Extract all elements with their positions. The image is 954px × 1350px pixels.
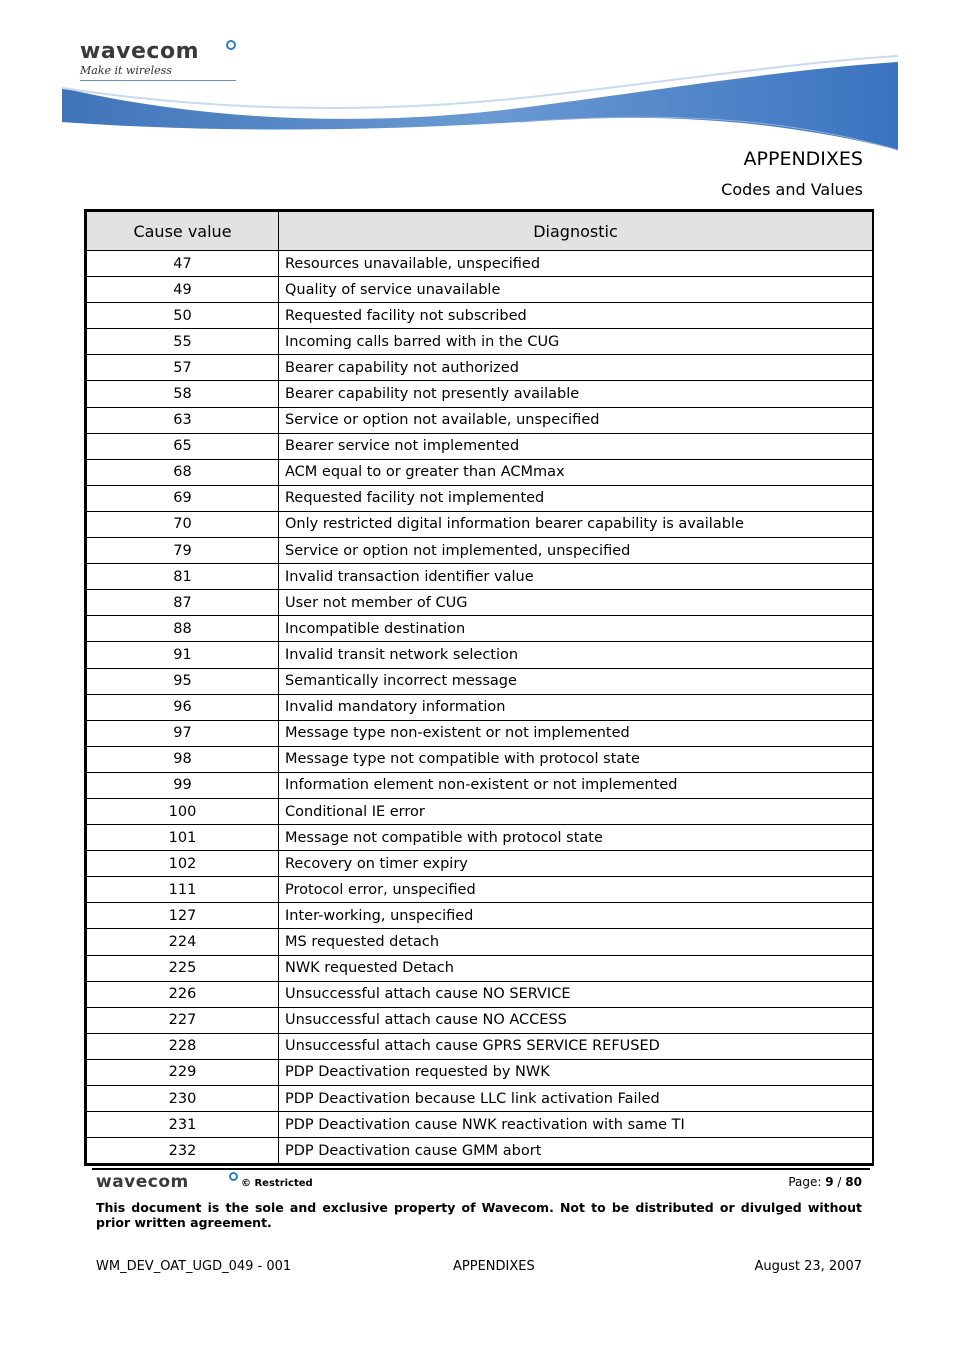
cause-value-cell: 227 [87, 1007, 279, 1033]
logo-swirl-icon [226, 40, 236, 50]
cause-value-cell: 91 [87, 642, 279, 668]
diagnostic-cell: ACM equal to or greater than ACMmax [279, 459, 873, 485]
table-row [87, 329, 873, 355]
cause-value-cell: 97 [87, 720, 279, 746]
table-row [87, 303, 873, 329]
table-row [87, 877, 873, 903]
diagnostic-cell: Invalid transit network selection [279, 642, 873, 668]
cause-value-cell: 70 [87, 511, 279, 537]
diagnostic-cell: Message not compatible with protocol state [279, 825, 873, 851]
diagnostic-cell: Conditional IE error [279, 798, 873, 824]
cause-value-cell: 69 [87, 485, 279, 511]
document-section: APPENDIXES [453, 1259, 535, 1274]
table-header-row [87, 212, 873, 251]
table-row [87, 668, 873, 694]
cause-value-cell: 79 [87, 538, 279, 564]
table-row [87, 590, 873, 616]
table-row [87, 459, 873, 485]
cause-value-cell: 226 [87, 981, 279, 1007]
cause-value-cell: 232 [87, 1138, 279, 1164]
diagnostic-cell: Inter-working, unspecified [279, 903, 873, 929]
table-row [87, 485, 873, 511]
table-row [87, 929, 873, 955]
diagnostic-cell: PDP Deactivation because LLC link activation Failed [279, 1086, 873, 1112]
cause-value-cell: 96 [87, 694, 279, 720]
diagnostic-cell: Bearer service not implemented [279, 433, 873, 459]
table-row [87, 851, 873, 877]
diagnostic-cell: Requested facility not subscribed [279, 303, 873, 329]
section-subtitle: Codes and Values [721, 180, 863, 199]
document-date: August 23, 2007 [754, 1259, 862, 1274]
cause-value-cell: 101 [87, 825, 279, 851]
header-swoosh-graphic [60, 50, 900, 160]
cause-value-cell: 111 [87, 877, 279, 903]
page-current: 9 [825, 1175, 834, 1189]
cause-value-cell: 95 [87, 668, 279, 694]
cause-value-cell: 88 [87, 616, 279, 642]
cause-value-cell: 49 [87, 277, 279, 303]
table-row [87, 772, 873, 798]
diagnostic-cell: NWK requested Detach [279, 955, 873, 981]
column-header-cause-value: Cause value [87, 212, 279, 251]
diagnostic-cell: Protocol error, unspecified [279, 877, 873, 903]
diagnostic-cell: PDP Deactivation cause NWK reactivation with same TI [279, 1112, 873, 1138]
diagnostic-cell: Invalid transaction identifier value [279, 564, 873, 590]
cause-value-cell: 87 [87, 590, 279, 616]
diagnostic-cell: MS requested detach [279, 929, 873, 955]
diagnostic-cell: Service or option not available, unspecified [279, 407, 873, 433]
diagnostic-cell: Unsuccessful attach cause NO ACCESS [279, 1007, 873, 1033]
table-row [87, 1059, 873, 1085]
diagnostic-cell: Message type non-existent or not implemented [279, 720, 873, 746]
table-row [87, 955, 873, 981]
cause-codes-table [84, 209, 874, 1166]
table-row [87, 981, 873, 1007]
logo-wordmark: wavecom [80, 39, 200, 64]
section-title: APPENDIXES [743, 148, 863, 170]
diagnostic-cell: User not member of CUG [279, 590, 873, 616]
diagnostic-cell: Message type not compatible with protocol state [279, 746, 873, 772]
table-row [87, 616, 873, 642]
cause-value-cell: 55 [87, 329, 279, 355]
cause-value-cell: 63 [87, 407, 279, 433]
diagnostic-cell: Bearer capability not authorized [279, 355, 873, 381]
table-row [87, 720, 873, 746]
table-row [87, 825, 873, 851]
diagnostic-cell: Bearer capability not presently available [279, 381, 873, 407]
cause-value-cell: 228 [87, 1033, 279, 1059]
footer-rule [92, 1168, 870, 1170]
diagnostic-cell: Invalid mandatory information [279, 694, 873, 720]
diagnostic-cell: Unsuccessful attach cause NO SERVICE [279, 981, 873, 1007]
cause-value-cell: 65 [87, 433, 279, 459]
table-row [87, 1138, 873, 1164]
cause-value-cell: 102 [87, 851, 279, 877]
table-row [87, 1033, 873, 1059]
cause-value-cell: 230 [87, 1086, 279, 1112]
table-row [87, 381, 873, 407]
cause-value-cell: 68 [87, 459, 279, 485]
cause-value-cell: 81 [87, 564, 279, 590]
cause-value-cell: 224 [87, 929, 279, 955]
diagnostic-cell: PDP Deactivation cause GMM abort [279, 1138, 873, 1164]
diagnostic-cell: Semantically incorrect message [279, 668, 873, 694]
cause-value-cell: 99 [87, 772, 279, 798]
cause-value-cell: 127 [87, 903, 279, 929]
diagnostic-cell: Resources unavailable, unspecified [279, 251, 873, 277]
cause-value-cell: 57 [87, 355, 279, 381]
table-row [87, 407, 873, 433]
cause-value-cell: 58 [87, 381, 279, 407]
table-row [87, 538, 873, 564]
footer-logo-swirl-icon [229, 1172, 238, 1181]
table-row [87, 903, 873, 929]
diagnostic-cell: Incompatible destination [279, 616, 873, 642]
diagnostic-cell: PDP Deactivation requested by NWK [279, 1059, 873, 1085]
table-row [87, 564, 873, 590]
table-row [87, 642, 873, 668]
table-row [87, 1007, 873, 1033]
table-row [87, 277, 873, 303]
diagnostic-cell: Only restricted digital information bearer capability is available [279, 511, 873, 537]
table-row [87, 1086, 873, 1112]
table-row [87, 694, 873, 720]
cause-value-cell: 225 [87, 955, 279, 981]
diagnostic-cell: Service or option not implemented, unspecified [279, 538, 873, 564]
table-row [87, 798, 873, 824]
diagnostic-cell: Recovery on timer expiry [279, 851, 873, 877]
disclaimer: This document is the sole and exclusive property of Wavecom. Not to be distributed or divulged without prior written agreement. [96, 1200, 862, 1230]
table-row [87, 511, 873, 537]
diagnostic-cell: Requested facility not implemented [279, 485, 873, 511]
diagnostic-cell: Quality of service unavailable [279, 277, 873, 303]
cause-value-cell: 229 [87, 1059, 279, 1085]
cause-value-cell: 100 [87, 798, 279, 824]
diagnostic-cell: Information element non-existent or not implemented [279, 772, 873, 798]
page-separator: / [837, 1175, 842, 1189]
cause-value-cell: 98 [87, 746, 279, 772]
footer-logo: wavecom [96, 1172, 189, 1192]
table-row [87, 433, 873, 459]
table-row [87, 746, 873, 772]
cause-value-cell: 231 [87, 1112, 279, 1138]
page-number [788, 1175, 862, 1189]
cause-value-cell: 47 [87, 251, 279, 277]
diagnostic-cell: Incoming calls barred with in the CUG [279, 329, 873, 355]
table-row [87, 251, 873, 277]
cause-value-cell: 50 [87, 303, 279, 329]
diagnostic-cell: Unsuccessful attach cause GPRS SERVICE REFUSED [279, 1033, 873, 1059]
logo-tagline: Make it wireless [80, 64, 172, 77]
table-row [87, 1112, 873, 1138]
table-row [87, 355, 873, 381]
column-header-diagnostic: Diagnostic [279, 212, 873, 251]
page-label: Page: [788, 1175, 822, 1189]
restricted-label: © Restricted [241, 1178, 313, 1189]
page-total: 80 [845, 1175, 862, 1189]
document-reference: WM_DEV_OAT_UGD_049 - 001 [96, 1259, 292, 1274]
